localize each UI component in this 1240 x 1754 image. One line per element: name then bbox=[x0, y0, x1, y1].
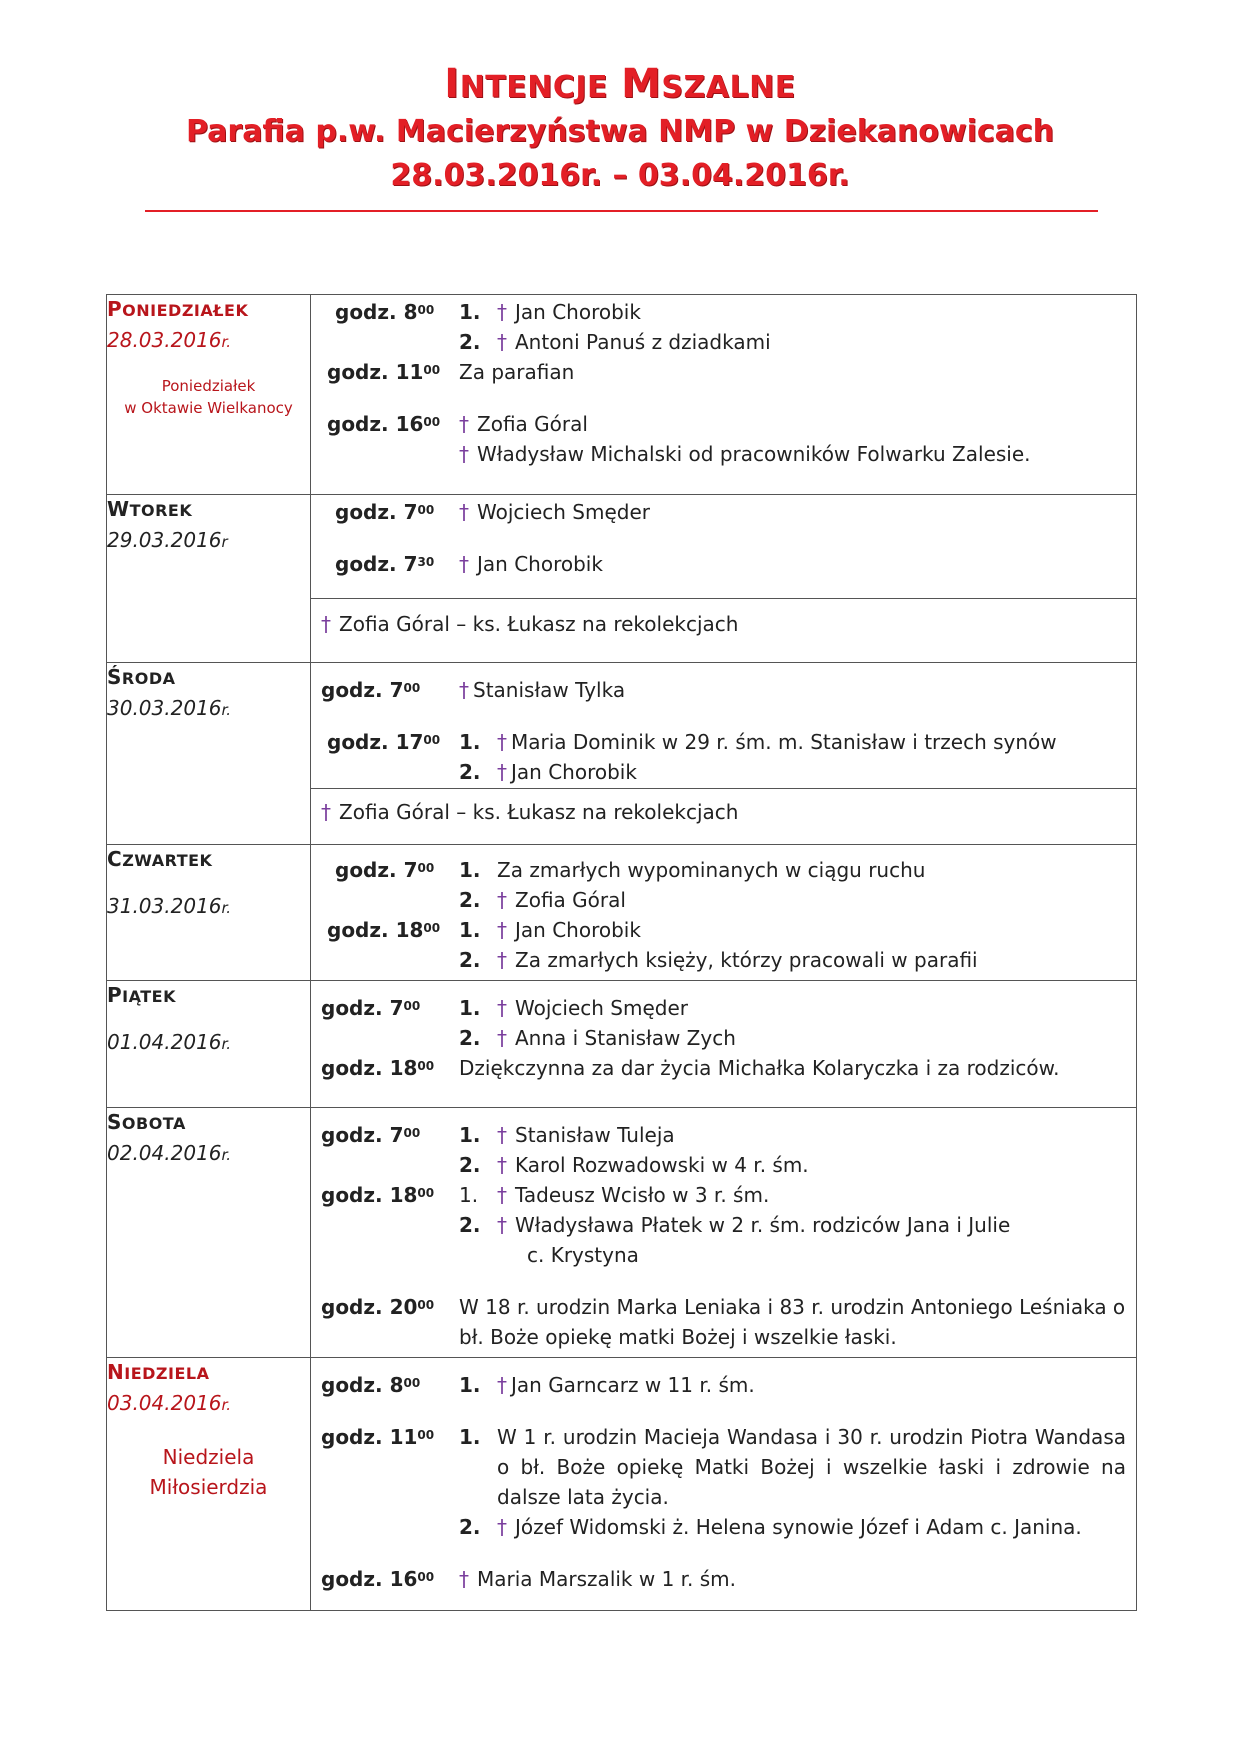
absence-banner: † Zofia Góral – ks. Łukasz na rekolekcjach bbox=[321, 612, 739, 636]
parish-name: Parafia p.w. Macierzyństwa NMP w Dziekanowicach bbox=[185, 114, 1055, 149]
cross-icon: † bbox=[497, 330, 507, 354]
day-date: 30.03.2016r. bbox=[107, 696, 232, 720]
day-row-saturday bbox=[107, 1108, 1137, 1358]
intention-item: † Maria Marszalik w 1 r. śm. bbox=[459, 1564, 1126, 1594]
intentions-list bbox=[459, 549, 1126, 579]
day-name-text: ŚRODA bbox=[107, 665, 176, 689]
intentions-list bbox=[459, 297, 1126, 357]
mass-block bbox=[311, 1564, 1136, 1594]
mass-block bbox=[311, 1370, 1136, 1400]
mass-block bbox=[311, 915, 1136, 975]
mass-block bbox=[311, 1120, 1136, 1180]
day-name bbox=[107, 845, 310, 875]
cross-icon: † bbox=[497, 1373, 507, 1397]
intention-item: 1. † Jan Chorobik bbox=[459, 915, 1126, 945]
day-row-monday bbox=[107, 295, 1137, 495]
cross-icon: † bbox=[497, 996, 507, 1020]
cross-icon: † bbox=[497, 730, 507, 754]
mass-hour: godz. $20^{00}$ bbox=[321, 1295, 435, 1319]
day-date: 01.04.2016r. bbox=[107, 1030, 232, 1054]
day-date: 28.03.2016r. bbox=[107, 328, 232, 352]
masses-cell bbox=[311, 663, 1137, 789]
day-name-text: PIĄTEK bbox=[107, 983, 177, 1007]
day-note: Poniedziałek w Oktawie Wielkanocy bbox=[124, 377, 293, 417]
mass-hour: godz. $8^{00}$ bbox=[321, 1373, 421, 1397]
day-cell bbox=[107, 495, 311, 663]
intention-item: 1. † Jan Chorobik bbox=[459, 297, 1126, 327]
mass-hour: godz. $8^{00}$ bbox=[335, 300, 435, 324]
intention-item: 2. † Józef Widomski ż. Helena synowie Józef i Adam c. Janina. bbox=[459, 1512, 1126, 1542]
intention-item: 2. † Antoni Panuś z dziadkami bbox=[459, 327, 1126, 357]
absence-banner: † Zofia Góral – ks. Łukasz na rekolekcjach bbox=[321, 800, 739, 824]
intention-item: 1. Za zmarłych wypominanych w ciągu ruchu bbox=[459, 858, 926, 882]
intentions-list bbox=[459, 1370, 1126, 1400]
masses-cell bbox=[311, 981, 1137, 1108]
mass-hour: godz. $11^{00}$ bbox=[321, 1425, 435, 1449]
mass-block bbox=[311, 1292, 1136, 1352]
cross-icon: † bbox=[497, 760, 507, 784]
cross-icon: † bbox=[497, 300, 507, 324]
mass-block bbox=[311, 297, 1136, 357]
day-cell bbox=[107, 1358, 311, 1611]
day-date: 02.04.2016r. bbox=[107, 1141, 232, 1165]
day-name bbox=[107, 1358, 310, 1388]
mass-hour: godz. $18^{00}$ bbox=[321, 1056, 435, 1080]
intention-item: 2. † Karol Rozwadowski w 4 r. śm. bbox=[459, 1150, 1126, 1180]
cross-icon: † bbox=[459, 678, 469, 702]
day-name bbox=[107, 295, 310, 325]
masses-cell bbox=[311, 845, 1137, 981]
banner-cell bbox=[311, 599, 1137, 663]
intention-item: † Wojciech Smęder bbox=[459, 497, 1126, 527]
mass-block bbox=[311, 357, 1136, 387]
intention-item: 2. † Anna i Stanisław Zych bbox=[459, 1023, 1126, 1053]
intention-item: 2. † Za zmarłych księży, którzy pracowali w parafii bbox=[459, 945, 1126, 975]
intentions-list bbox=[459, 409, 1126, 469]
day-row-tuesday bbox=[107, 495, 1137, 599]
cross-icon: † bbox=[459, 442, 469, 466]
mass-hour: godz. $7^{00}$ bbox=[335, 500, 435, 524]
mass-block bbox=[311, 1180, 1136, 1270]
header-divider bbox=[145, 210, 1098, 212]
cross-icon: † bbox=[497, 1026, 507, 1050]
mass-hour: godz. $18^{00}$ bbox=[321, 1183, 435, 1207]
mass-hour: godz. $7^{00}$ bbox=[321, 1123, 421, 1147]
intention-item: † Władysław Michalski od pracowników Folwarku Zalesie. bbox=[459, 439, 1126, 469]
day-cell bbox=[107, 1108, 311, 1358]
intentions-list bbox=[459, 915, 1126, 975]
mass-hour: godz. $17^{00}$ bbox=[327, 730, 441, 754]
intentions-list bbox=[459, 1120, 1126, 1180]
day-name-text: SOBOTA bbox=[107, 1110, 186, 1134]
intention-item: 1. † Stanisław Tuleja bbox=[459, 1120, 1126, 1150]
intentions-list bbox=[459, 497, 1126, 527]
cross-icon: † bbox=[497, 1213, 507, 1237]
day-name-text: PONIEDZIAŁEK bbox=[107, 297, 249, 321]
intention-item: 1. † Jan Garncarz w 11 r. śm. bbox=[459, 1370, 1126, 1400]
day-row-friday bbox=[107, 981, 1137, 1108]
cross-icon: † bbox=[459, 552, 469, 576]
page-header bbox=[0, 62, 1240, 198]
mass-block bbox=[311, 675, 1136, 705]
mass-block bbox=[311, 497, 1136, 527]
intentions-list bbox=[459, 855, 1126, 915]
cross-icon: † bbox=[321, 612, 331, 636]
intention-item: 2. † Jan Chorobik bbox=[459, 757, 1126, 787]
mass-block bbox=[311, 993, 1136, 1053]
day-name bbox=[107, 495, 310, 525]
day-cell bbox=[107, 981, 311, 1108]
mass-block bbox=[311, 855, 1136, 915]
masses-cell bbox=[311, 1108, 1137, 1358]
intentions-list bbox=[459, 1053, 1126, 1083]
cross-icon: † bbox=[321, 800, 331, 824]
day-row-sunday bbox=[107, 1358, 1137, 1611]
cross-icon: † bbox=[497, 918, 507, 942]
intention-item: 1. W 1 r. urodzin Macieja Wandasa i 30 r. urodzin Piotra Wandasa o bł. Boże opiekę Matki Bożej i wszelkie łaski i zdrowie na dalsze lata życia. bbox=[459, 1425, 1126, 1509]
masses-cell bbox=[311, 1358, 1137, 1611]
day-cell bbox=[107, 663, 311, 845]
intention-item: W 18 r. urodzin Marka Leniaka i 83 r. urodzin Antoniego Leśniaka o bł. Boże opiekę matki Bożej i wszelkie łaski. bbox=[459, 1295, 1126, 1349]
intentions-list bbox=[459, 675, 1126, 705]
day-date: 03.04.2016r. bbox=[107, 1391, 232, 1415]
mass-block bbox=[311, 549, 1136, 579]
masses-cell bbox=[311, 495, 1137, 599]
intentions-list bbox=[459, 1564, 1126, 1594]
mass-hour: godz. $7^{00}$ bbox=[321, 996, 421, 1020]
day-row-thursday bbox=[107, 845, 1137, 981]
mass-block bbox=[311, 409, 1136, 469]
banner-cell bbox=[311, 789, 1137, 845]
intention-item: † Jan Chorobik bbox=[459, 549, 1126, 579]
cross-icon: † bbox=[497, 948, 507, 972]
day-cell bbox=[107, 845, 311, 981]
intention-item: † Stanisław Tylka bbox=[459, 675, 1126, 705]
intentions-list bbox=[459, 1180, 1126, 1270]
mass-hour: godz. $7^{00}$ bbox=[335, 858, 435, 882]
day-name bbox=[107, 1108, 310, 1138]
mass-hour: godz. $18^{00}$ bbox=[327, 918, 441, 942]
intentions-list bbox=[459, 727, 1126, 787]
cross-icon: † bbox=[459, 500, 469, 524]
intention-item: † Zofia Góral bbox=[459, 409, 1126, 439]
intentions-list bbox=[459, 993, 1126, 1053]
intention-item: 1. † Tadeusz Wcisło w 3 r. śm. bbox=[459, 1180, 1126, 1210]
day-date: 31.03.2016r. bbox=[107, 894, 232, 918]
intention-item: Za parafian bbox=[459, 360, 575, 384]
cross-icon: † bbox=[497, 1515, 507, 1539]
date-range: 28.03.2016r. – 03.04.2016r. bbox=[390, 158, 850, 193]
mass-block bbox=[311, 1422, 1136, 1542]
intention-continuation: c. Krystyna bbox=[527, 1243, 639, 1267]
cross-icon: † bbox=[497, 1153, 507, 1177]
intention-item: 2. † Władysława Płatek w 2 r. śm. rodziców Jana i Julie bbox=[459, 1210, 1126, 1240]
intention-item: 2. † Zofia Góral bbox=[459, 885, 1126, 915]
masses-cell bbox=[311, 295, 1137, 495]
intentions-list bbox=[459, 357, 1126, 387]
page-title: INTENCJE MSZALNE bbox=[444, 61, 796, 107]
intentions-list bbox=[459, 1292, 1126, 1352]
cross-icon: † bbox=[459, 412, 469, 436]
intentions-table bbox=[106, 294, 1137, 1611]
day-note: Niedziela Miłosierdzia bbox=[149, 1445, 268, 1499]
cross-icon: † bbox=[497, 1123, 507, 1147]
mass-hour: godz. $16^{00}$ bbox=[327, 412, 441, 436]
day-date: 29.03.2016r bbox=[107, 528, 228, 552]
cross-icon: † bbox=[459, 1567, 469, 1591]
intention-item: 1. † Wojciech Smęder bbox=[459, 993, 1126, 1023]
day-row-wednesday bbox=[107, 663, 1137, 789]
mass-hour: godz. $7^{30}$ bbox=[335, 552, 435, 576]
mass-hour: godz. $11^{00}$ bbox=[327, 360, 441, 384]
intention-item: Dziękczynna za dar życia Michałka Kolaryczka i za rodziców. bbox=[459, 1056, 1060, 1080]
mass-hour: godz. $16^{00}$ bbox=[321, 1567, 435, 1591]
cross-icon: † bbox=[497, 1183, 507, 1207]
day-name-text: NIEDZIELA bbox=[107, 1360, 210, 1384]
mass-block bbox=[311, 1053, 1136, 1083]
day-name bbox=[107, 663, 310, 693]
mass-hour: godz. $7^{00}$ bbox=[321, 678, 421, 702]
cross-icon: † bbox=[497, 888, 507, 912]
day-name bbox=[107, 981, 310, 1011]
intention-item: 1. † Maria Dominik w 29 r. śm. m. Stanisław i trzech synów bbox=[459, 727, 1126, 757]
day-name-text: CZWARTEK bbox=[107, 847, 213, 871]
day-cell bbox=[107, 295, 311, 495]
day-name-text: WTOREK bbox=[107, 497, 193, 521]
intentions-list bbox=[459, 1422, 1126, 1542]
mass-block bbox=[311, 727, 1136, 787]
